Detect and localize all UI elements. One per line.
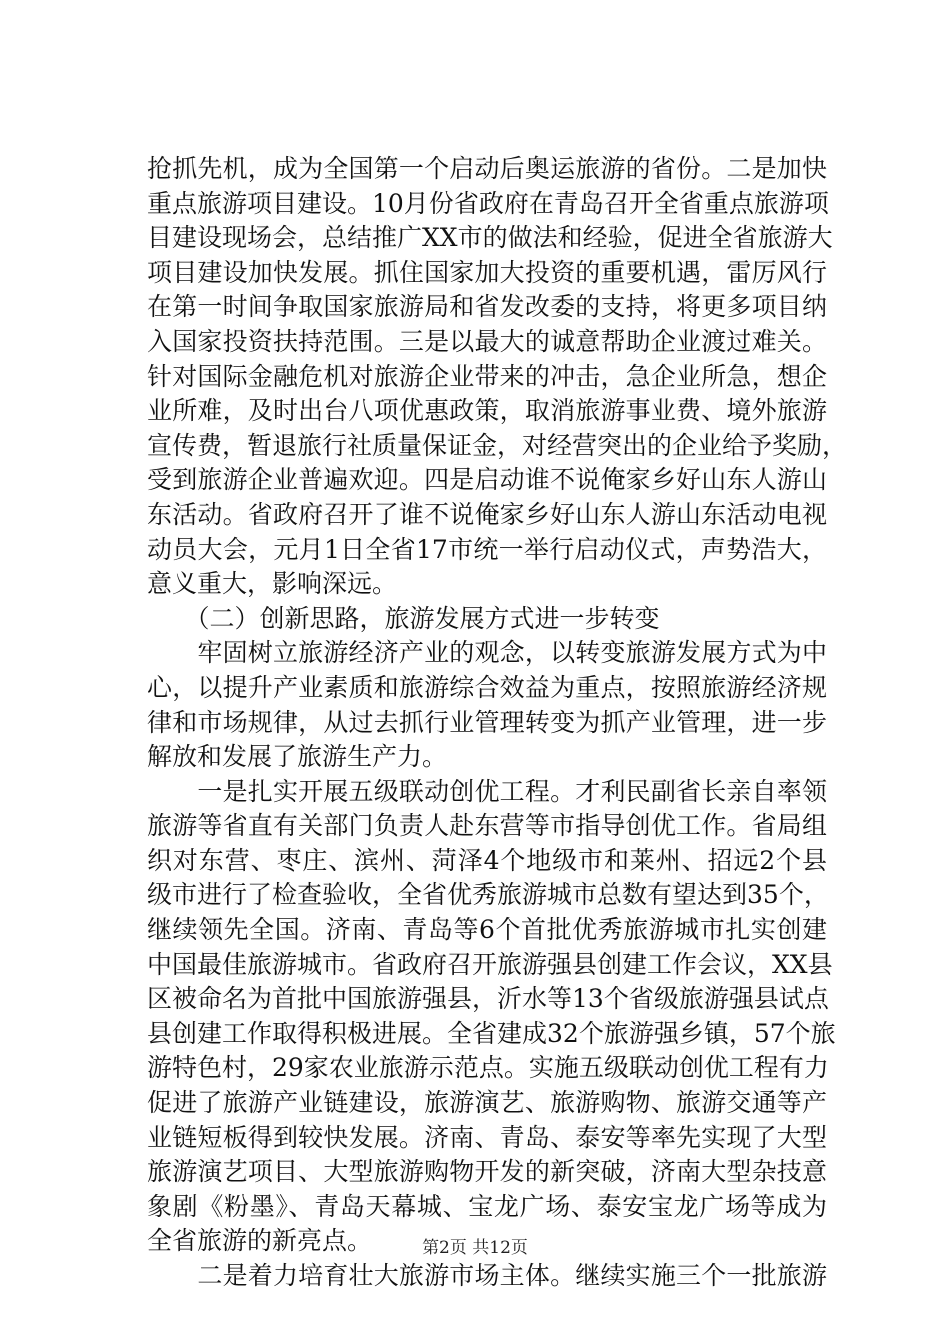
text-line: 解放和发展了旅游生产力。 <box>147 742 448 772</box>
page-footer: 第2页 共12页 <box>422 1238 528 1258</box>
text-line: 促进了旅游产业链建设，旅游演艺、旅游购物、旅游交通等产 <box>147 1088 827 1118</box>
text-line: 受到旅游企业普遍欢迎。四是启动谁不说俺家乡好山东人游山 <box>147 465 827 495</box>
text-line: 项目建设加快发展。抓住国家加大投资的重要机遇，雷厉风行 <box>147 257 827 287</box>
text-line: 重点旅游项目建设。10月份省政府在青岛召开全省重点旅游项 <box>147 188 829 218</box>
text-line: 东活动。省政府召开了谁不说俺家乡好山东人游山东活动电视 <box>147 499 827 529</box>
text-line: 织对东营、枣庄、滨州、菏泽4个地级市和莱州、招远2个县 <box>147 845 827 875</box>
text-line: 区被命名为首批中国旅游强县，沂水等13个省级旅游强县试点 <box>147 984 829 1014</box>
text-line: 中国最佳旅游城市。省政府召开旅游强县创建工作会议，XX县 <box>147 949 833 979</box>
text-line: 全省旅游的新亮点。 <box>147 1226 373 1256</box>
text-line: 意义重大，影响深远。 <box>147 569 398 599</box>
text-line: 继续领先全国。济南、青岛等6个首批优秀旅游城市扎实创建 <box>147 915 827 945</box>
text-line: 在第一时间争取国家旅游局和省发改委的支持，将更多项目纳 <box>147 292 827 322</box>
text-line: （二）创新思路，旅游发展方式进一步转变 <box>147 603 660 633</box>
text-line: 级市进行了检查验收，全省优秀旅游城市总数有望达到35个， <box>147 880 829 910</box>
text-line: 象剧《粉墨》、青岛天幕城、宝龙广场、泰安宝龙广场等成为 <box>147 1191 827 1221</box>
text-line: 一是扎实开展五级联动创优工程。才利民副省长亲自率领 <box>147 776 827 806</box>
text-line: 动员大会，元月1日全省17市统一举行启动仪式，声势浩大， <box>147 534 827 564</box>
text-line: 律和市场规律，从过去抓行业管理转变为抓产业管理，进一步 <box>147 707 827 737</box>
text-line: 入国家投资扶持范围。三是以最大的诚意帮助企业渡过难关。 <box>147 326 827 356</box>
text-line: 旅游演艺项目、大型旅游购物开发的新突破，济南大型杂技意 <box>147 1157 827 1187</box>
text-line: 旅游等省直有关部门负责人赴东营等市指导创优工作。省局组 <box>147 811 827 841</box>
text-line: 业所难，及时出台八项优惠政策，取消旅游事业费、境外旅游 <box>147 396 827 426</box>
text-line: 业链短板得到较快发展。济南、青岛、泰安等率先实现了大型 <box>147 1122 827 1152</box>
text-line: 抢抓先机，成为全国第一个启动后奥运旅游的省份。二是加快 <box>147 154 827 183</box>
text-line: 目建设现场会，总结推广XX市的做法和经验，促进全省旅游大 <box>147 223 833 253</box>
text-line: 宣传费，暂退旅行社质量保证金，对经营突出的企业给予奖励， <box>147 430 848 460</box>
text-line: 县创建工作取得积极进展。全省建成32个旅游强乡镇，57个旅 <box>147 1018 836 1048</box>
text-line: 针对国际金融危机对旅游企业带来的冲击，急企业所急，想企 <box>147 361 827 391</box>
body-text <box>147 152 848 1294</box>
text-line: 牢固树立旅游经济产业的观念，以转变旅游发展方式为中 <box>147 638 827 668</box>
text-line: 心，以提升产业素质和旅游综合效益为重点，按照旅游经济规 <box>147 672 827 702</box>
text-line: 游特色村，29家农业旅游示范点。实施五级联动创优工程有力 <box>147 1053 829 1083</box>
text-line: 二是着力培育壮大旅游市场主体。继续实施三个一批旅游 <box>147 1261 827 1290</box>
